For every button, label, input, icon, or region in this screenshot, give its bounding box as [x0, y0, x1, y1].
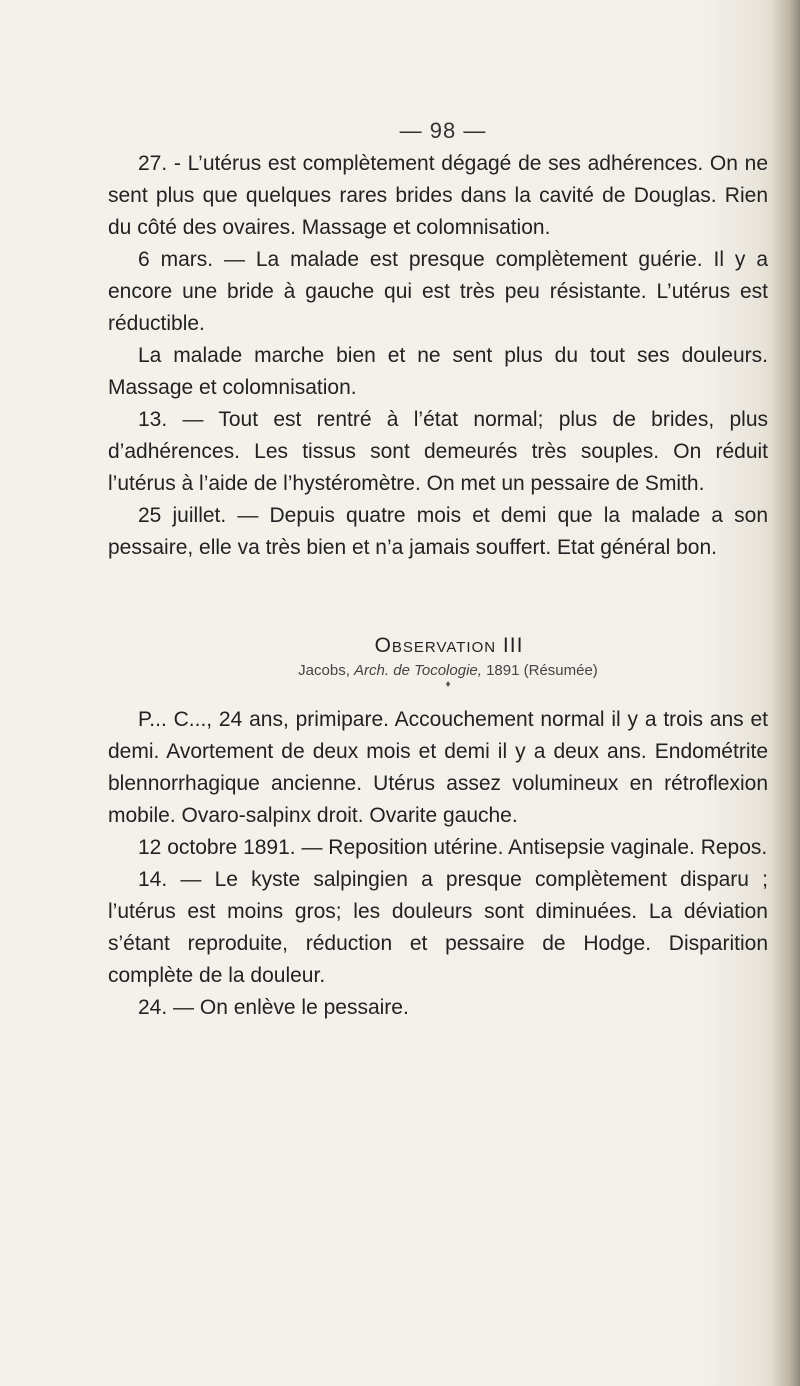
page-number: — 98 —: [399, 118, 487, 143]
paragraph-6-mars: 6 mars. — La malade est presque complètement guérie. Il y a encore une bride à gauche qui est très peu résistante. L’utérus est réductible.: [108, 248, 768, 335]
paragraph-malade-marche: La malade marche bien et ne sent plus du tout ses douleurs. Massage et colomnisation.: [108, 344, 768, 399]
observation-reference: [128, 662, 768, 679]
observation-body: [108, 704, 768, 1024]
observation-heading: Observation III: [374, 634, 524, 657]
paragraph-14: 14. — Le kyste salpingien a presque complètement disparu ; l’utérus est moins gros; les douleurs sont diminuées. La déviation s’étant reproduite, réduction et pessaire de Hodge. Disparition complète de la douleur.: [108, 868, 768, 987]
paragraph-27: 27. - L’utérus est complètement dégagé de ses adhérences. On ne sent plus que quelques rares brides dans la cavité de Douglas. Rien du côté des ovaires. Massage et colomnisation.: [108, 152, 768, 239]
paragraph-patient: P... C..., 24 ans, primipare. Accouchement normal il y a trois ans et demi. Avortement de deux mois et demi il y a deux ans. Endométrite blennorrhagique ancienne. Utérus assez volumineux en rétroflexion mobile. Ovaro-salpinx droit. Ovarite gauche.: [108, 708, 768, 827]
page-content: [108, 118, 768, 1024]
page-edge-shadow: [772, 0, 800, 1386]
ornament-separator: ♦: [445, 679, 451, 690]
paragraph-13: 13. — Tout est rentré à l’état normal; plus de brides, plus d’adhérences. Les tissus sont demeurés très souples. On réduit l’utérus à l’aide de l’hystéromètre. On met un pessaire de Smith.: [108, 408, 768, 495]
paragraph-12-octobre: 12 octobre 1891. — Reposition utérine. Antisepsie vaginale. Repos.: [138, 836, 768, 859]
reference-journal: Arch. de Tocologie,: [354, 662, 482, 679]
reference-author: Jacobs,: [298, 662, 350, 679]
paragraph-25-juillet: 25 juillet. — Depuis quatre mois et demi que la malade a son pessaire, elle va très bien et n’a jamais souffert. Etat général bon.: [108, 504, 768, 559]
paragraph-24: 24. — On enlève le pessaire.: [138, 996, 409, 1019]
reference-rest: 1891 (Résumée): [486, 662, 598, 679]
